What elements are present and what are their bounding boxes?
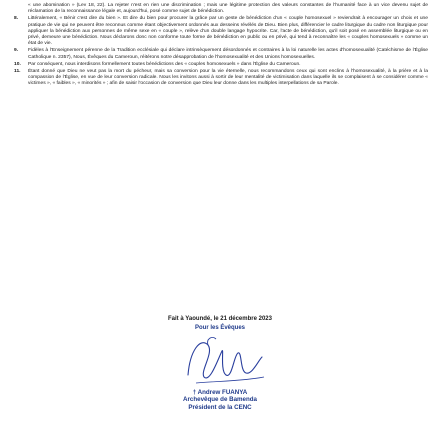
- paragraph-text: Étant donné que Dieu ne veut pas la mort du pécheur, mais sa conversion pour la vie éternelle, nous recommandons ceux qui sont enclins à l'homosexualité, à la prière et à la compassion de l'Église, en vue de leur conversion radicale. Nous les invitons aussi à sortir de leur mentalité de victimisation dans laquelle ils se complaisent à se considérer comme « victimes », « faibles », « minorités » ; afin de saisir l'occasion de conversion que Dieu leur donne dans les multiples interpellations de sa Parole.: [28, 69, 428, 87]
- numbered-paragraph: [14, 62, 428, 68]
- paragraph-number: 9.: [14, 48, 19, 54]
- paragraph-number: 8.: [14, 16, 19, 22]
- handwritten-signature: [160, 331, 280, 391]
- paragraph-number: 10.: [14, 61, 21, 67]
- signature-block: [0, 316, 440, 411]
- signer-role: Archevêque de Bamenda: [183, 396, 257, 403]
- numbered-paragraph: [14, 69, 428, 88]
- place-date: Fait à Yaoundé, le 21 décembre 2023: [168, 316, 272, 322]
- paragraph-text: Fidèles à l'Enseignement pérenne de la Tradition ecclésiale qui déclare intrinsèquement désordonnés et contraires à la loi naturelle les actes d'homosexualité (Catéchisme de l'Église Catholique n. 2357), Nous, Évêques du Cameroun, réitérons notre désapprobation de l'homosexualité et des Unions homosexuelles.: [28, 48, 428, 60]
- signer-name: † Andrew FUANYA: [192, 389, 248, 396]
- signature-scribble-icon: [160, 331, 280, 391]
- intro-paragraph: « une abomination » (Lev 18, 22). La rejeter n'est en rien une discrimination ; mais une légitime protection des valeurs constantes de l'humanité face à un vice devenu sujet de réclamation de la reconnaissance légale et, aujourd'hui, posé comme sujet de bénédiction.: [28, 3, 428, 15]
- paragraph-text: Par conséquent, nous interdisons formellement toutes bénédictions des « couples homosexuels » dans l'Église du Cameroun.: [28, 61, 301, 67]
- paragraph-number: 11.: [14, 69, 21, 75]
- signer-office: Président de la CENC: [188, 403, 252, 411]
- for-bishops-label: Pour les Évêques: [194, 325, 246, 331]
- numbered-paragraph: [14, 16, 428, 47]
- numbered-paragraph: [14, 48, 428, 60]
- paragraph-text: Littéralement, « Bénir c'est dire du bien ». Et dire du bien pour procurer la grâce par un geste de bénédiction d'un « couple homosexuel » reviendrait à encourager un choix et une pratique de vie qui ne peuvent être reconnus comme étant objectivement ordonnés aux desseins révélés de Dieu. Bien plus, différencier le cadre liturgique du cadre non liturgique pour appliquer la bénédiction aux personnes de même sexe en « couple », relève d'un double langage hypocrite. Car, l'acte de bénédiction, qu'il soit posé en assemblée liturgique ou en privé, demeure une bénédiction. Nous déclarons donc non conforme toute forme de bénédiction en public ou en privé, qui tend à reconnaître les « couples homosexuels » comme un état de vie.: [28, 16, 428, 47]
